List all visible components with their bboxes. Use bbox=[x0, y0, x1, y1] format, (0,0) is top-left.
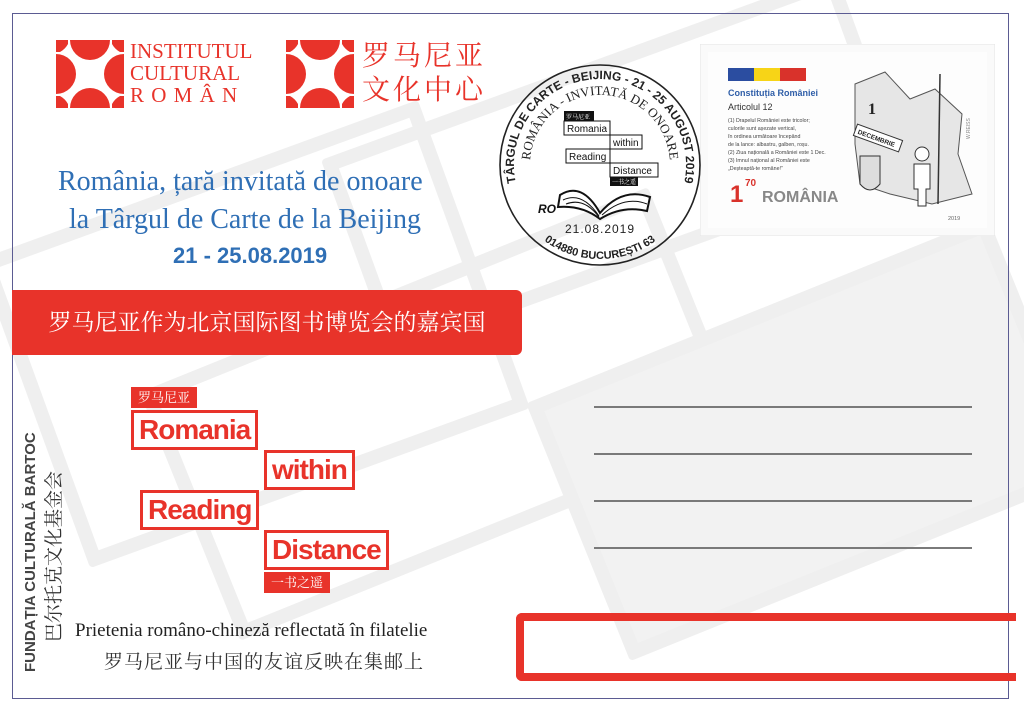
postmark-emblem-word: Reading bbox=[569, 152, 607, 163]
emblem-word-reading: Reading bbox=[140, 490, 259, 530]
singer-figure bbox=[915, 147, 929, 161]
logo-line: R O M Â N bbox=[130, 83, 239, 107]
postmark bbox=[490, 55, 710, 275]
stamp-value: 1 bbox=[730, 181, 744, 208]
logo-cn-text bbox=[362, 40, 486, 108]
footer-ro: Prietenia româno-chineză reflectată în filatelie bbox=[75, 620, 428, 641]
stamp-text-line: de la lance: albastru, galben, roșu. bbox=[728, 142, 809, 148]
icr-logo-icon bbox=[56, 40, 124, 108]
stamp-country: ROMÂNIA bbox=[762, 189, 839, 206]
postmark-emblem-tag: 一书之遥 bbox=[612, 180, 637, 186]
flag-red bbox=[780, 68, 806, 81]
stamp-text-line: în ordinea următoare începând bbox=[728, 134, 801, 140]
foundation-ro: FUNDAȚIA CULTURALĂ BARTOC bbox=[22, 432, 39, 672]
emblem-tag-top: 罗马尼亚 bbox=[131, 387, 197, 408]
emblem-word-within: within bbox=[264, 450, 355, 490]
stamp-text-line: „Deșteaptă-te române!” bbox=[728, 166, 783, 172]
stamp-text-line: culorile sunt așezate vertical, bbox=[728, 126, 797, 132]
footer-cn: 罗马尼亚与中国的友谊反映在集邮上 bbox=[104, 652, 425, 673]
headline-line1: România, țară invitată de onoare bbox=[58, 166, 423, 197]
stamp-artist: W.REISS bbox=[966, 118, 972, 139]
emblem-word-romania: Romania bbox=[131, 410, 258, 450]
logo-line: INSTITUTUL bbox=[130, 39, 253, 63]
coat-of-arms-icon bbox=[860, 156, 880, 190]
address-line bbox=[594, 547, 972, 549]
stamp-title: Constituția României bbox=[728, 88, 819, 98]
address-line bbox=[594, 453, 972, 455]
stamp-article: Articolul 12 bbox=[728, 102, 773, 112]
postal-code-box[interactable] bbox=[516, 613, 1016, 681]
flag-yellow bbox=[754, 68, 780, 81]
headline-line2: la Târgul de Carte de la Beijing bbox=[69, 204, 421, 235]
emblem-tag-bottom: 一书之遥 bbox=[264, 572, 330, 593]
stamp-banner: DECEMBRIE bbox=[856, 128, 896, 149]
postmark-emblem-word: Romania bbox=[567, 124, 608, 135]
postmark-date: 21.08.2019 bbox=[564, 222, 636, 236]
postmark-emblem-word: Distance bbox=[613, 166, 652, 177]
logo-ro-text bbox=[130, 40, 252, 106]
postmark-bottom-text: 014880 BUCUREȘTI 63 bbox=[542, 233, 658, 263]
stamp-year: 2019 bbox=[948, 216, 961, 222]
address-line bbox=[594, 500, 972, 502]
stamp-text-line: (2) Ziua națională a României este 1 Dec. bbox=[728, 150, 826, 156]
logo-line: CULTURAL bbox=[130, 61, 241, 85]
foundation-cn: 巴尔托克文化基金会 bbox=[44, 470, 65, 642]
post-logo-icon: RO bbox=[538, 202, 556, 216]
stamp-value-cents: 70 bbox=[745, 178, 757, 189]
postage-stamp bbox=[700, 44, 995, 236]
postmark-outer-text: TÂRGUL DE CARTE - BEIJING - 21 - 25 AUGUST 2019 bbox=[502, 67, 698, 185]
postmark-emblem-word: within bbox=[613, 138, 639, 149]
stamp-text-line: (3) Imnul național al României este bbox=[728, 158, 810, 164]
logo-line: 罗马尼亚 bbox=[362, 41, 487, 72]
postmark-inner-text: ROMÂNIA - INVITATĂ DE ONOARE bbox=[518, 82, 682, 161]
event-dates: 21 - 25.08.2019 bbox=[173, 243, 328, 268]
stamp-text-line: (1) Drapelul României este tricolor; bbox=[728, 118, 810, 124]
open-book-icon bbox=[558, 191, 650, 219]
logo-line: 文化中心 bbox=[362, 75, 487, 106]
stamp-day: 1 bbox=[868, 101, 876, 118]
emblem-word-distance: Distance bbox=[264, 530, 389, 570]
postmark-emblem-tag: 罗马尼亚 bbox=[566, 115, 591, 121]
red-banner: 罗马尼亚作为北京国际图书博览会的嘉宾国 bbox=[12, 290, 522, 355]
icr-logo-cn-icon bbox=[286, 40, 354, 108]
flag-blue bbox=[728, 68, 754, 81]
address-line bbox=[594, 406, 972, 408]
